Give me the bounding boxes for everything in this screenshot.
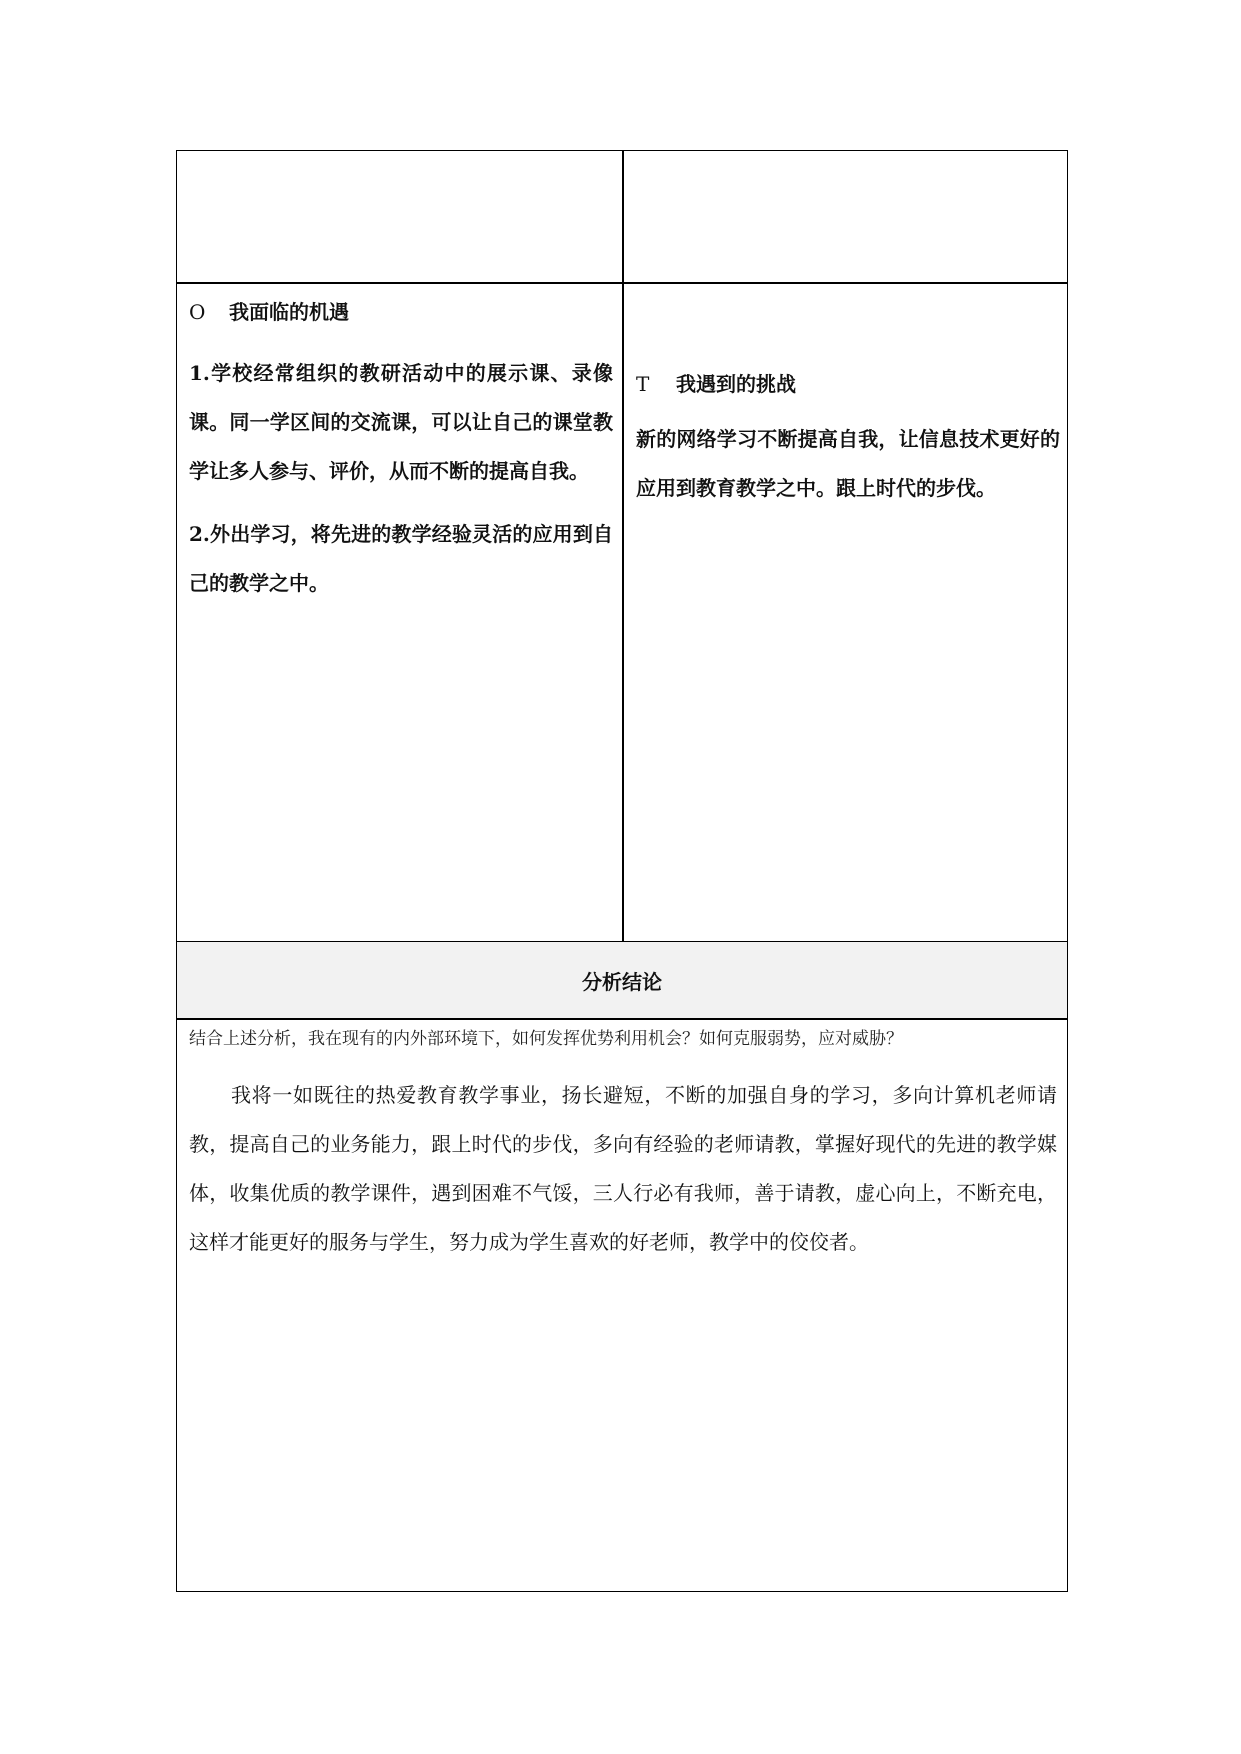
threat-text: 新的网络学习不断提高自我，让信息技术更好的应用到教育教学之中。跟上时代的步伐。	[636, 427, 1060, 500]
opportunity-cell	[189, 296, 613, 608]
opportunity-item-2: 2.外出学习，将先进的教学经验灵活的应用到自己的教学之中。	[189, 522, 613, 595]
threat-letter: T	[636, 372, 650, 396]
swot-table	[176, 150, 1068, 1592]
summary-header	[177, 942, 1067, 1018]
row-divider-top	[177, 282, 1067, 284]
threat-cell	[636, 368, 1060, 513]
empty-cell-left	[177, 151, 622, 282]
opportunity-item-1: 1.学校经常组织的教研活动中的展示课、录像课。同一学区间的交流课，可以让自己的课堂教学让多人参与、评价，从而不断的提高自我。	[189, 361, 613, 483]
threat-heading	[636, 368, 1060, 397]
threat-title: 我遇到的挑战	[676, 372, 796, 396]
empty-cell-right	[624, 151, 1067, 282]
opportunity-title: 我面临的机遇	[229, 300, 349, 324]
summary-question: 结合上述分析，我在现有的内外部环境下，如何发挥优势利用机会？如何克服弱势，应对威胁？	[189, 1029, 903, 1049]
opportunity-heading	[189, 296, 613, 325]
row-divider-summary	[177, 1018, 1067, 1020]
summary-title: 分析结论	[582, 970, 662, 994]
opportunity-letter: O	[189, 300, 206, 324]
summary-body: 我将一如既往的热爱教育教学事业，扬长避短，不断的加强自身的学习，多向计算机老师请教，提高自己的业务能力，跟上时代的步伐，多向有经验的老师请教，掌握好现代的先进的教学媒体，收集优质的教学课件，遇到困难不气馁，三人行必有我师，善于请教，虚心向上，不断充电，这样才能更好的服务与学生，努力成为学生喜欢的好老师，教学中的佼佼者。	[189, 1083, 1057, 1254]
